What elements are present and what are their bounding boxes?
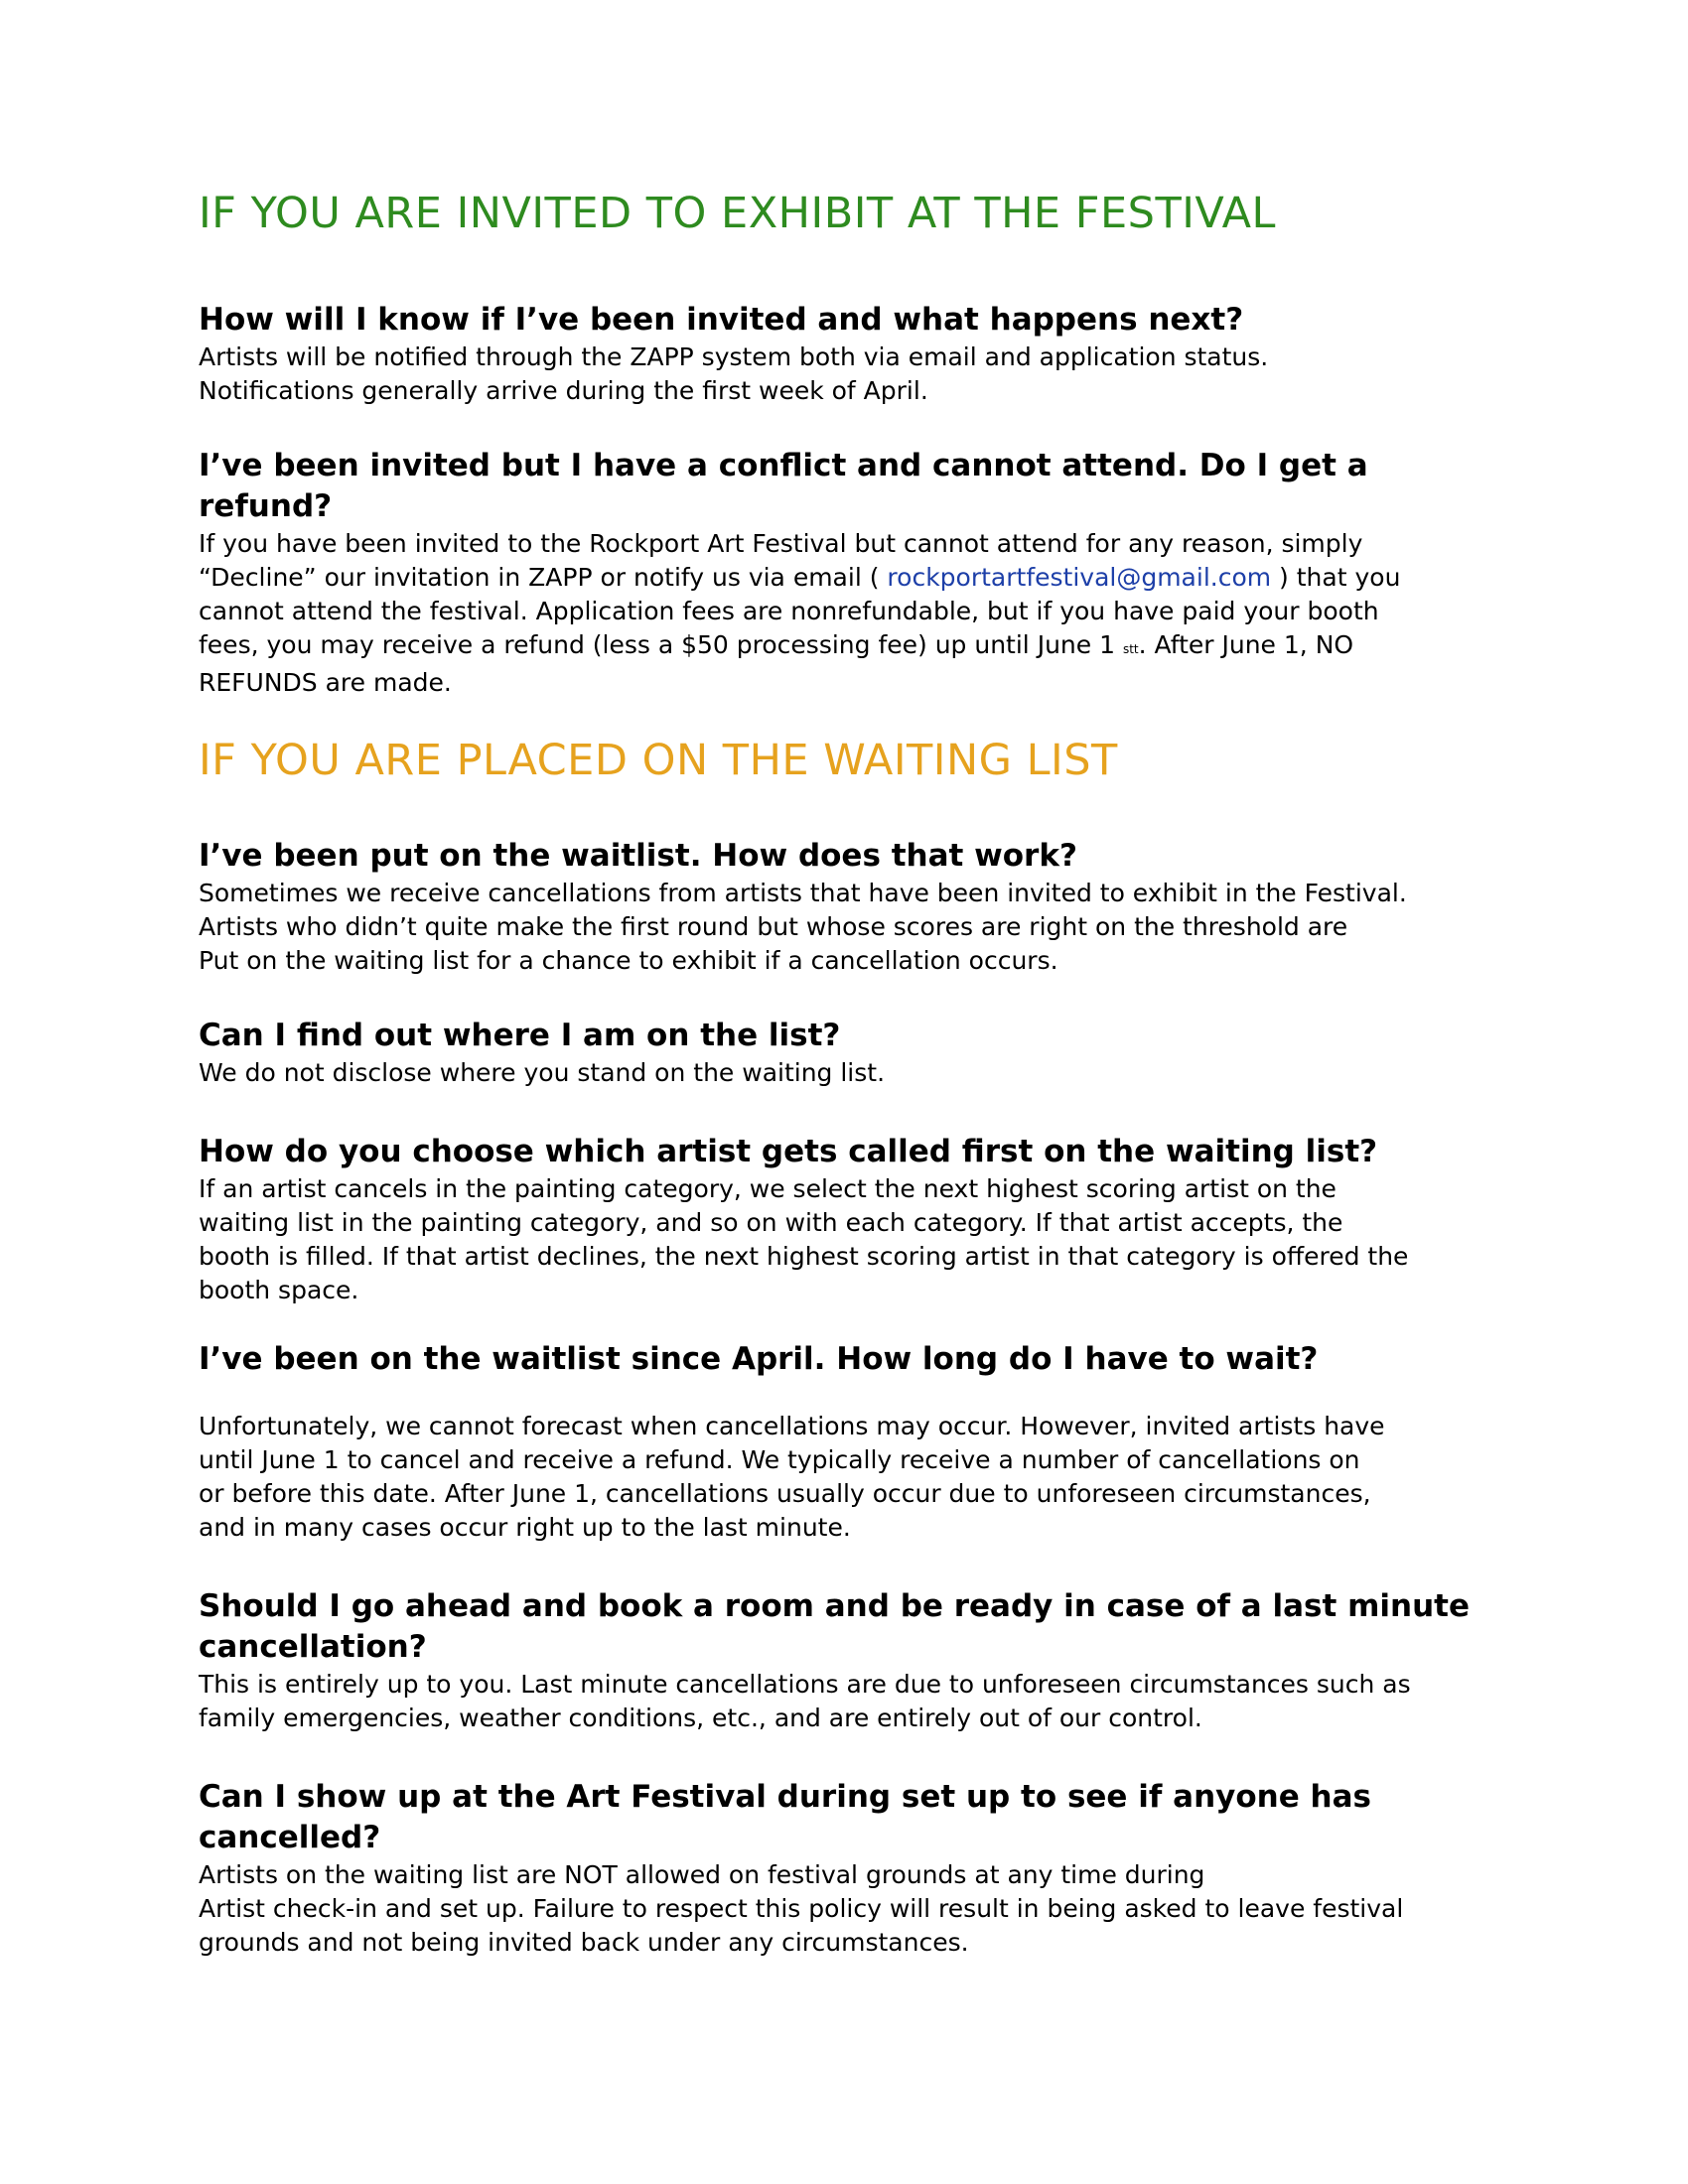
- faq-question: How do you choose which artist gets called first on the waiting list?: [199, 1134, 1378, 1170]
- faq-item-book-room: [199, 1586, 1489, 1735]
- faq-answer-line: Artist check-in and set up. Failure to respect this policy will result in being asked to leave festival: [199, 1894, 1404, 1924]
- faq-answer-line: Artists who didn’t quite make the first round but whose scores are right on the threshold are: [199, 912, 1348, 942]
- faq-answer-line: Notifications generally arrive during the first week of April.: [199, 375, 928, 405]
- answer-text: fees, you may receive a refund (less a $50 processing fee) up until June 1: [199, 629, 1123, 659]
- faq-question: cancellation?: [199, 1629, 427, 1666]
- faq-question: Should I go ahead and book a room and be ready in case of a last minute: [199, 1588, 1471, 1625]
- faq-answer-line: Artists will be notified through the ZAPP system both via email and application status.: [199, 341, 1269, 371]
- faq-question: I’ve been on the waitlist since April. How long do I have to wait?: [199, 1341, 1319, 1378]
- faq-answer-line: We do not disclose where you stand on the waiting list.: [199, 1058, 886, 1088]
- faq-answer-line: Sometimes we receive cancellations from artists that have been invited to exhibit in the Festival.: [199, 879, 1407, 908]
- faq-item-notification: [199, 300, 1489, 408]
- faq-question: Can I show up at the Art Festival during set up to see if anyone has: [199, 1779, 1371, 1816]
- answer-text: “Decline” our invitation in ZAPP or notify us via email (: [199, 562, 888, 592]
- faq-answer-line: [199, 561, 1489, 595]
- faq-item-show-up: [199, 1777, 1489, 1960]
- faq-answer-line: This is entirely up to you. Last minute cancellations are due to unforeseen circumstances such as: [199, 1670, 1411, 1700]
- faq-answer-line: If you have been invited to the Rockport Art Festival but cannot attend for any reason, simply: [199, 528, 1363, 558]
- faq-answer-line: If an artist cancels in the painting category, we select the next highest scoring artist on the: [199, 1174, 1336, 1204]
- faq-answer-line: [199, 628, 1489, 666]
- faq-answer-line: waiting list in the painting category, and so on with each category. If that artist accepts, the: [199, 1208, 1343, 1238]
- faq-answer-line: until June 1 to cancel and receive a refund. We typically receive a number of cancellations on: [199, 1445, 1360, 1475]
- faq-answer-line: REFUNDS are made.: [199, 667, 452, 697]
- faq-question: cancelled?: [199, 1820, 381, 1856]
- faq-answer-line: booth is filled. If that artist declines, the next highest scoring artist in that category is offered the: [199, 1242, 1409, 1272]
- faq-answer-line: cannot attend the festival. Application fees are nonrefundable, but if you have paid your booth: [199, 596, 1379, 625]
- faq-answer-line: grounds and not being invited back under any circumstances.: [199, 1928, 969, 1958]
- faq-item-waitlist: [199, 836, 1489, 978]
- faq-answer-line: and in many cases occur right up to the last minute.: [199, 1513, 851, 1543]
- faq-answer-line: booth space.: [199, 1276, 359, 1305]
- ordinal-suffix: stt: [1122, 641, 1139, 656]
- faq-question: Can I find out where I am on the list?: [199, 1018, 841, 1054]
- faq-question: I’ve been invited but I have a conflict and cannot attend. Do I get a refund?: [199, 447, 1368, 524]
- document-content: [199, 189, 1489, 1960]
- faq-item-list-position: [199, 1016, 1489, 1090]
- faq-answer-line: Put on the waiting list for a chance to exhibit if a cancellation occurs.: [199, 946, 1058, 976]
- faq-item-selection-order: [199, 1132, 1489, 1307]
- section-title-invited: IF YOU ARE INVITED TO EXHIBIT AT THE FESTIVAL: [199, 189, 1276, 238]
- faq-answer-line: Unfortunately, we cannot forecast when cancellations may occur. However, invited artists have: [199, 1412, 1385, 1441]
- faq-item-wait-time: [199, 1339, 1489, 1545]
- faq-answer-line: or before this date. After June 1, cancellations usually occur due to unforeseen circumstances,: [199, 1479, 1371, 1509]
- section-title-waiting-list: IF YOU ARE PLACED ON THE WAITING LIST: [199, 735, 1118, 785]
- faq-answer-line: Artists on the waiting list are NOT allowed on festival grounds at any time during: [199, 1860, 1205, 1890]
- answer-text: . After June 1, NO: [1138, 629, 1354, 659]
- email-link[interactable]: rockportartfestival@gmail.com: [887, 562, 1272, 592]
- faq-item-refund: [199, 446, 1489, 700]
- answer-text: ) that you: [1271, 562, 1401, 592]
- faq-question: I’ve been put on the waitlist. How does that work?: [199, 838, 1077, 875]
- faq-answer-line: family emergencies, weather conditions, etc., and are entirely out of our control.: [199, 1704, 1202, 1733]
- faq-question: How will I know if I’ve been invited and what happens next?: [199, 301, 1244, 338]
